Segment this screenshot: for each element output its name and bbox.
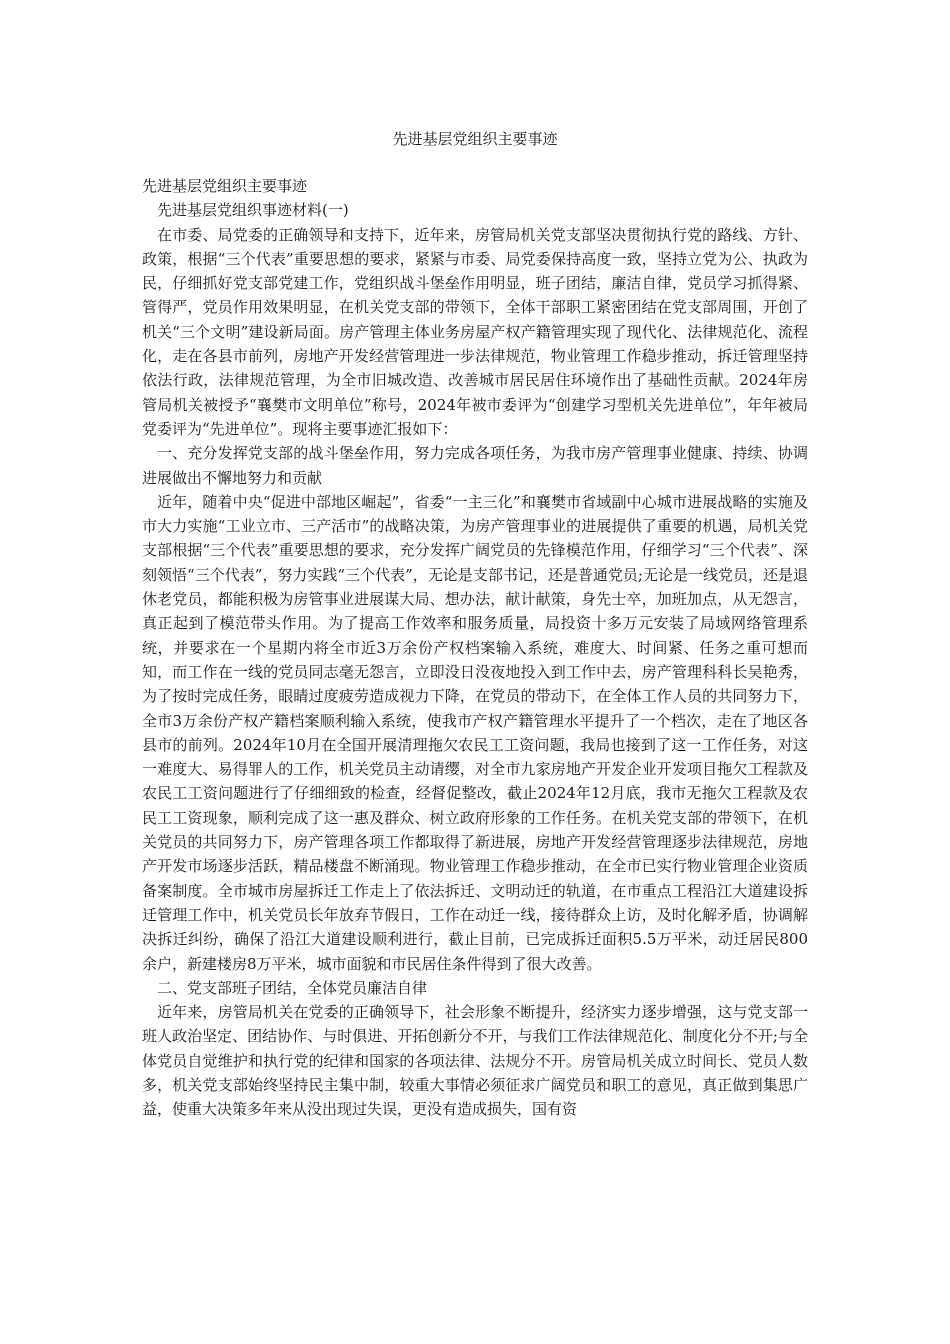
body-paragraph-section-2: 近年来，房管局机关在党委的正确领导下，社会形象不断提升，经济实力逐步增强，这与党支部一班人政治坚定、团结协作、与时俱进、开拓创新分不开，与我们工作法律规范化、制度化分不开;与全体党员自觉维护和执行党的纪律和国家的各项法律、法规分不开。房管局机关成立时间长、党员人数多，机关党支部始终坚持民主集中制，较重大事情必须征求广阔党员和职工的意见，真正做到集思广益，使重大决策多年来从没出现过失误，更没有造成损失，国有资 [142,1003,808,1119]
body-paragraph-section-1: 近年，随着中央“促进中部地区崛起”，省委“一主三化”和襄樊市省域副中心城市进展战略的实施及市大力实施“工业立市、三产活市”的战略决策，为房产管理事业的进展提供了重要的机遇，局机关党支部根据“三个代表”重要思想的要求，充分发挥广阔党员的先锋模范作用，仔细学习“三个代表”、深刻领悟“三个代表”，努力实践“三个代表”，无论是支部书记，还是普通党员;无论是一线党员，还是退休老党员，都能积极为房管事业进展谋大局、想办法，献计献策，身先士卒，加班加点，从无怨言，真正起到了模范带头作用。为了提高工作效率和服务质量，局投资十多万元安装了局域网络管理系统，并要求在一个星期内将全市近3万余份产权档案输入系统，难度大、时间紧、任务之重可想而知，而工作在一线的党员同志毫无怨言，立即没日没夜地投入到工作中去，房产管理科科长吴艳秀，为了按时完成任务，眼睛过度疲劳造成视力下降，在党员的带动下，在全体工作人员的共同努力下，全市3万余份产权产籍档案顺利输入系统，使我市产权产籍管理水平提升了一个档次，走在了地区各县市的前列。2024年10月在全国开展清理拖欠农民工工资问题，我局也接到了这一工作任务，对这一难度大、易得罪人的工作，机关党员主动请缨，对全市九家房地产开发企业开发项目拖欠工程款及农民工工资问题进行了仔细细致的检查，经督促整改，截止2024年12月底，我市无拖欠工程款及农民工工资现象，顺利完成了这一惠及群众、树立政府形象的工作任务。在机关党支部的带领下，在机关党员的共同努力下，房产管理各项工作都取得了新进展，房地产开发经营管理逐步法律规范，房地产开发市场逐步活跃，精品楼盘不断涌现。物业管理工作稳步推动，在全市已实行物业管理企业资质备案制度。全市城市房屋拆迁工作走上了依法拆迁、文明动迁的轨道，在市重点工程沿江大道建设拆迁管理工作中，机关党员长年放弃节假日，工作在动迁一线，接待群众上访，及时化解矛盾，协调解决拆迁纠纷，确保了沿江大道建设顺利进行，截止目前，已完成拆迁面积5.5万平米，动迁居民800余户，新建楼房8万平米，城市面貌和市民居住条件得到了很大改善。 [142,492,808,973]
document-body [142,174,808,1122]
section-heading-2: 二、党支部班子团结，全体党员廉洁自律 [157,978,428,997]
document-subheading: 先进基层党组织事迹材料(一) [157,201,349,220]
body-paragraph-intro: 在市委、局党委的正确领导和支持下，近年来，房管局机关党支部坚决贯彻执行党的路线、方针、政策，根据“三个代表”重要思想的要求，紧紧与市委、局党委保持高度一致，坚持立党为公、执政为民，仔细抓好党支部党建工作，党组织战斗堡垒作用明显，班子团结，廉洁自律，党员学习抓得紧、管得严，党员作用效果明显，在机关党支部的带领下，全体干部职工紧密团结在党支部周围，开创了机关“三个文明”建设新局面。房产管理主体业务房屋产权产籍管理实现了现代化、法律规范化、流程化，走在各县市前列，房地产开发经营管理进一步法律规范，物业管理工作稳步推动，拆迁管理坚持依法行政，法律规范管理，为全市旧城改造、改善城市居民居住环境作出了基础性贡献。2024年房管局机关被授予“襄樊市文明单位”称号，2024年被市委评为“创建学习型机关先进单位”，年年被局党委评为“先进单位”。现将主要事迹汇报如下： [142,225,808,438]
section-heading-1: 一、充分发挥党支部的战斗堡垒作用，努力完成各项任务，为我市房产管理事业健康、持续、协调进展做出不懈地努力和贡献 [142,444,808,487]
document-heading: 先进基层党组织主要事迹 [142,177,308,195]
document-title: 先进基层党组织主要事迹 [392,130,558,148]
